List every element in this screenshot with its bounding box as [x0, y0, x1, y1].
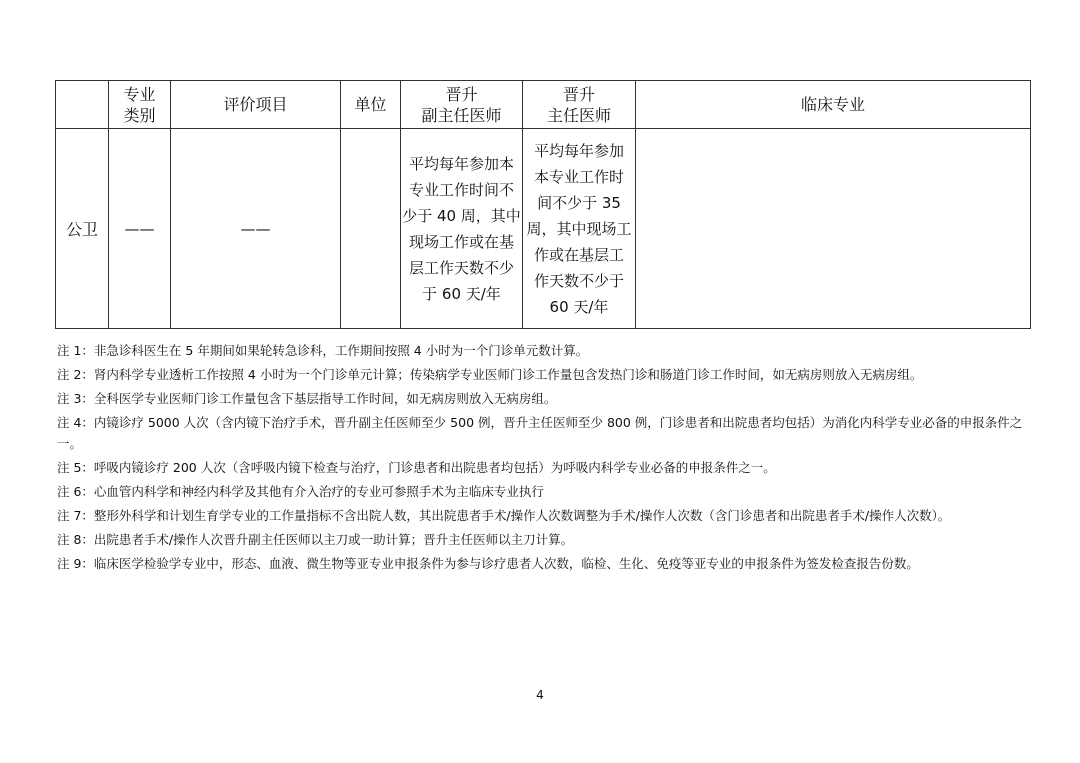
note-item: 注 3：全科医学专业医师门诊工作量包含下基层指导工作时间，如无病房则放入无病房组。	[57, 391, 557, 406]
cell-line: 层工作天数不少	[408, 258, 514, 277]
cell-line: 间不少于 35	[537, 193, 621, 212]
cell-item: ——	[171, 129, 341, 329]
header-item: 评价项目	[171, 81, 341, 129]
header-category: 专业 类别	[109, 81, 171, 129]
cell-line: 平均每年参加本	[408, 154, 514, 173]
header-row	[56, 81, 1031, 129]
criteria-table	[55, 80, 1031, 329]
cell-line: 专业工作时间不	[408, 180, 514, 199]
cell-line: 作或在基层工	[533, 245, 624, 264]
note-item: 注 1：非急诊科医生在 5 年期间如果轮转急诊科，工作期间按照 4 小时为一个门诊单元数计算。	[57, 343, 589, 358]
cell-line: 现场工作或在基	[408, 232, 514, 251]
note-item: 注 7：整形外科学和计划生育学专业的工作量指标不含出院人数，其出院患者手术/操作人次数调整为手术/操作人次数（含门诊患者和出院患者手术/操作人次数）。	[57, 508, 951, 523]
cell-category: 公卫	[56, 129, 109, 329]
table-row	[56, 129, 1031, 329]
note-item: 注 2：肾内科学专业透析工作按照 4 小时为一个门诊单元计算；传染病学专业医师门诊工作量包含发热门诊和肠道门诊工作时间，如无病房则放入无病房组。	[57, 367, 923, 382]
cell-chief	[523, 129, 636, 329]
cell-line: 本专业工作时	[533, 167, 624, 186]
cell-line: 作天数不少于	[533, 271, 624, 290]
header-blank	[56, 81, 109, 129]
header-chief: 晋升 主任医师	[523, 81, 636, 129]
cell-specialty: ——	[109, 129, 171, 329]
cell-unit	[341, 129, 401, 329]
cell-line: 60 天/年	[549, 297, 609, 316]
note-item: 注 8：出院患者手术/操作人次晋升副主任医师以主刀或一助计算；晋升主任医师以主刀计算。	[57, 532, 574, 547]
note-item: 注 9：临床医学检验学专业中，形态、血液、微生物等亚专业申报条件为参与诊疗患者人次数，临检、生化、免疫等亚专业的申报条件为签发检查报告份数。	[57, 556, 919, 571]
cell-line: 周，其中现场工	[526, 219, 632, 238]
cell-deputy	[401, 129, 523, 329]
note-item: 注 4：内镜诊疗 5000 人次（含内镜下治疗手术，晋升副主任医师至少 500 例，晋升主任医师至少 800 例，门诊患者和出院患者均包括）为消化内科学专业必备的申报条件之一。	[57, 415, 1023, 451]
note-item: 注 5：呼吸内镜诊疗 200 人次（含呼吸内镜下检查与治疗，门诊患者和出院患者均包括）为呼吸内科学专业必备的申报条件之一。	[57, 460, 776, 475]
header-clinical: 临床专业	[636, 81, 1031, 129]
notes	[57, 340, 1032, 577]
cell-clinical	[636, 129, 1031, 329]
page-number: 4	[536, 688, 544, 702]
cell-line: 于 60 天/年	[422, 284, 501, 303]
note-item: 注 6：心血管内科学和神经内科学及其他有介入治疗的专业可参照手术为主临床专业执行	[57, 484, 544, 499]
header-unit: 单位	[341, 81, 401, 129]
cell-line: 少于 40 周，其中	[402, 206, 521, 225]
header-deputy: 晋升 副主任医师	[401, 81, 523, 129]
cell-line: 平均每年参加	[533, 141, 624, 160]
